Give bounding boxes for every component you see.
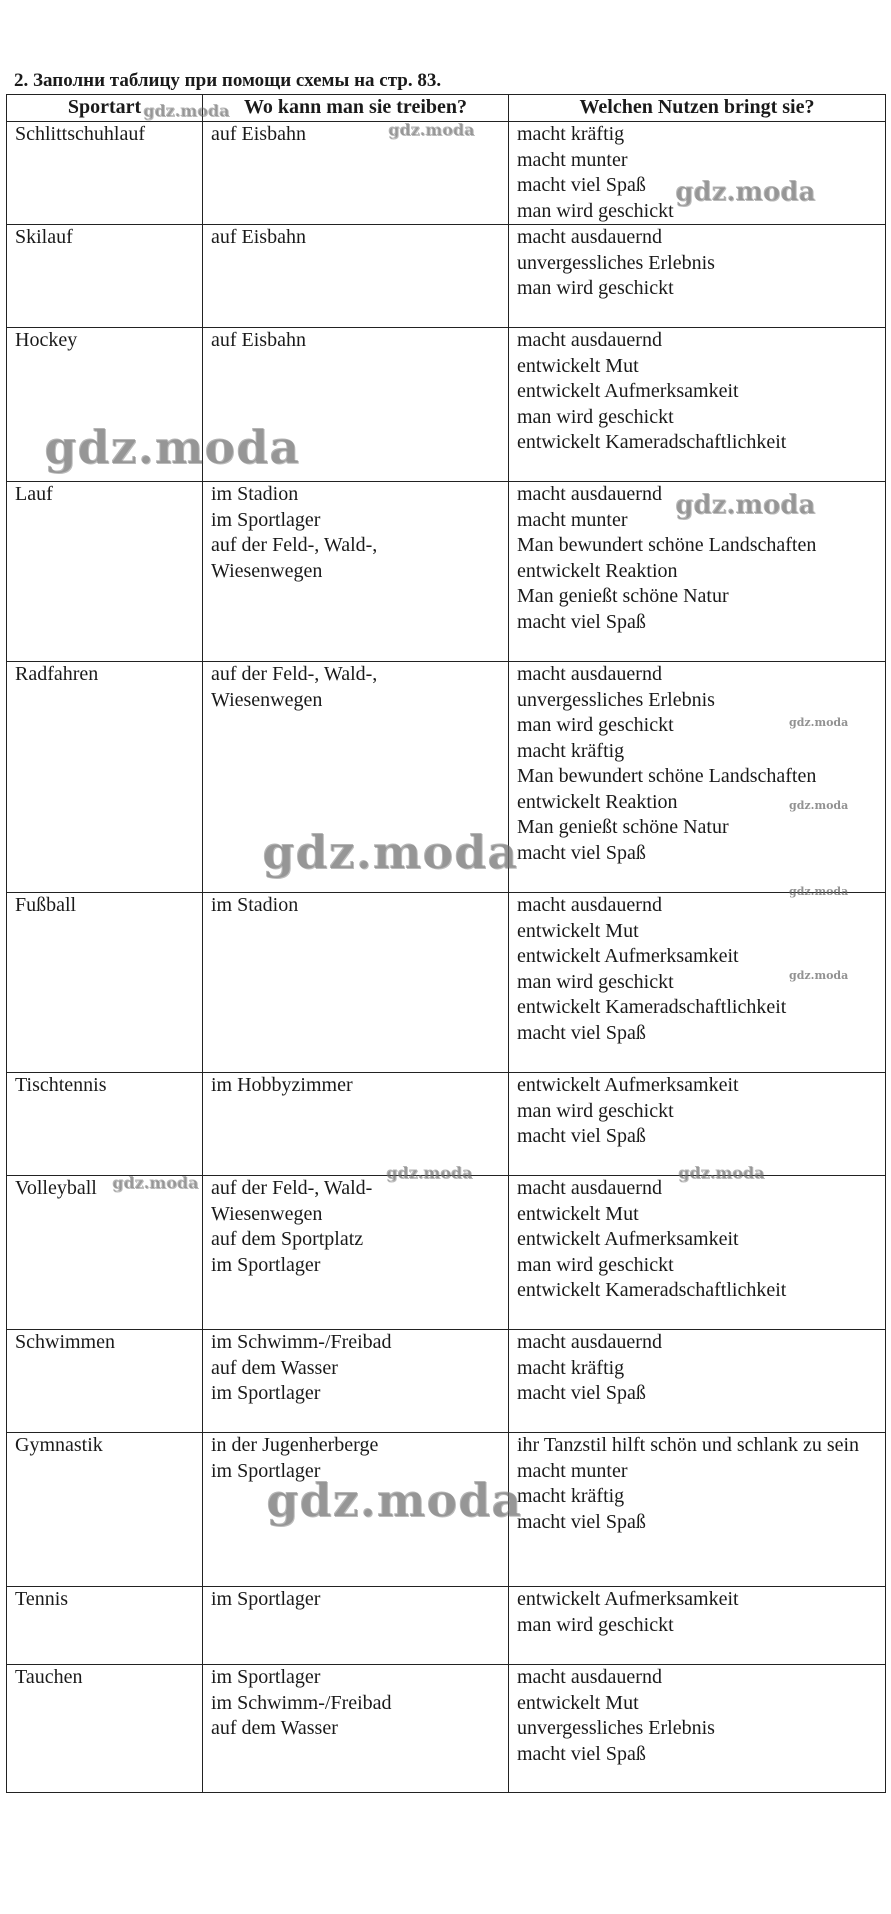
cell-benefit	[509, 328, 886, 482]
cell-benefit	[509, 662, 886, 893]
benefit-line: unvergessliches Erlebnis	[517, 688, 715, 711]
where-line: im Sportlager	[211, 1666, 321, 1688]
cell-benefit	[509, 1330, 886, 1433]
where-line: im Schwimm-/Freibad	[211, 1331, 392, 1353]
where-line: auf Eisbahn	[211, 123, 306, 145]
benefit-line: macht ausdauernd	[517, 663, 662, 685]
benefit-line: man wird geschickt	[517, 970, 674, 993]
table-header-row	[7, 95, 886, 122]
benefit-line: man wird geschickt	[517, 405, 674, 428]
table-row	[7, 482, 886, 662]
where-line: auf dem Wasser	[211, 1717, 338, 1739]
cell-sport: Tennis	[7, 1587, 203, 1665]
cell-where	[203, 1433, 509, 1587]
cell-sport: Schlittschuhlauf	[7, 122, 203, 225]
table-row	[7, 1073, 886, 1176]
benefit-line: entwickelt Aufmerksamkeit	[517, 380, 739, 402]
cell-benefit	[509, 1665, 886, 1793]
table-row	[7, 1433, 886, 1587]
where-line: auf dem Sportplatz	[211, 1228, 364, 1250]
cell-where	[203, 122, 509, 225]
benefit-line: macht ausdauernd	[517, 329, 662, 351]
benefit-line: entwickelt Aufmerksamkeit	[517, 1588, 739, 1610]
benefit-line: unvergessliches Erlebnis	[517, 1717, 715, 1739]
benefit-line: entwickelt Reaktion	[517, 790, 678, 813]
sports-table	[6, 94, 886, 1793]
benefit-line: macht viel Spaß	[517, 841, 646, 864]
watermark: gdz.moda	[789, 969, 849, 982]
benefit-line: macht viel Spaß	[517, 1510, 646, 1533]
cell-sport: Tauchen	[7, 1665, 203, 1793]
cell-sport: Tischtennis	[7, 1073, 203, 1176]
benefit-line: macht kräftig	[517, 1485, 625, 1507]
benefit-line: macht viel Spaß	[517, 1125, 646, 1147]
benefit-line: macht ausdauernd	[517, 1666, 662, 1688]
column-header-sport: Sportart	[7, 95, 203, 122]
cell-benefit	[509, 1073, 886, 1176]
where-line: im Sportlager	[211, 1588, 321, 1610]
cell-sport: Lauf	[7, 482, 203, 662]
watermark: gdz.moda	[675, 490, 816, 520]
benefit-line: man wird geschickt	[517, 1099, 674, 1122]
benefit-line: entwickelt Aufmerksamkeit	[517, 1074, 739, 1096]
table-row	[7, 1665, 886, 1793]
benefit-line: macht ausdauernd	[517, 1331, 662, 1353]
benefit-line: macht ausdauernd	[517, 226, 662, 248]
where-line: Wiesenwegen	[211, 1202, 323, 1225]
where-line: Wiesenwegen	[211, 688, 323, 711]
task-heading: 2. Заполни таблицу при помощи схемы на стр. 83.	[14, 70, 442, 91]
benefit-line: macht viel Spaß	[517, 1382, 646, 1404]
where-line: auf Eisbahn	[211, 329, 306, 351]
cell-benefit	[509, 225, 886, 328]
cell-where	[203, 1587, 509, 1665]
cell-sport: Radfahren	[7, 662, 203, 893]
benefit-line: entwickelt Mut	[517, 1691, 639, 1714]
benefit-line: entwickelt Mut	[517, 354, 639, 377]
benefit-line: unvergessliches Erlebnis	[517, 251, 715, 274]
table-row	[7, 328, 886, 482]
benefit-line: man wird geschickt	[517, 199, 674, 222]
benefit-line: man wird geschickt	[517, 277, 674, 299]
where-line: auf der Feld-, Wald-,	[211, 534, 378, 556]
benefit-line: Man bewundert schöne Landschaften	[517, 534, 817, 556]
table-row	[7, 1587, 886, 1665]
cell-where	[203, 482, 509, 662]
cell-where	[203, 893, 509, 1073]
where-line: im Sportlager	[211, 1459, 321, 1482]
benefit-line: macht kräftig	[517, 123, 625, 145]
where-line: im Sportlager	[211, 1253, 321, 1276]
cell-where	[203, 1176, 509, 1330]
watermark: gdz.moda	[388, 120, 475, 139]
benefit-line: entwickelt Mut	[517, 1202, 639, 1225]
where-line: im Sportlager	[211, 508, 321, 531]
table-row	[7, 225, 886, 328]
benefit-line: entwickelt Kameradschaftlichkeit	[517, 1279, 787, 1301]
table-row	[7, 1176, 886, 1330]
where-line: in der Jugenherberge	[211, 1434, 379, 1456]
where-line: auf der Feld-, Wald-,	[211, 663, 378, 685]
benefit-line: macht ausdauernd	[517, 1177, 662, 1199]
benefit-line: macht munter	[517, 148, 628, 171]
where-line: Wiesenwegen	[211, 559, 323, 582]
watermark: gdz.moda	[266, 1473, 522, 1527]
benefit-line: entwickelt Kameradschaftlichkeit	[517, 431, 787, 453]
benefit-line: macht kräftig	[517, 739, 625, 762]
cell-sport: Fußball	[7, 893, 203, 1073]
benefit-line: macht kräftig	[517, 1356, 625, 1379]
column-header-benefit: Welchen Nutzen bringt sie?	[509, 95, 886, 122]
benefit-line: macht viel Spaß	[517, 174, 646, 196]
watermark: gdz.moda	[386, 1163, 473, 1182]
where-line: auf dem Wasser	[211, 1356, 338, 1379]
cell-where	[203, 662, 509, 893]
table-body	[7, 122, 886, 1793]
cell-sport: Gymnastik	[7, 1433, 203, 1587]
where-line: im Stadion	[211, 483, 299, 505]
benefit-line: macht munter	[517, 508, 628, 531]
benefit-line: macht viel Spaß	[517, 1742, 646, 1765]
benefit-line: macht ausdauernd	[517, 894, 662, 916]
benefit-line: entwickelt Mut	[517, 919, 639, 942]
benefit-line: Man genießt schöne Natur	[517, 816, 729, 838]
table-row	[7, 122, 886, 225]
cell-benefit	[509, 1176, 886, 1330]
benefit-line: entwickelt Kameradschaftlichkeit	[517, 996, 787, 1018]
watermark: gdz.moda	[789, 716, 849, 729]
cell-where	[203, 1665, 509, 1793]
watermark: gdz.moda	[678, 1163, 765, 1182]
where-line: im Schwimm-/Freibad	[211, 1691, 392, 1714]
cell-sport: Schwimmen	[7, 1330, 203, 1433]
cell-benefit	[509, 1587, 886, 1665]
cell-sport: Hockey	[7, 328, 203, 482]
table-row	[7, 893, 886, 1073]
benefit-line: man wird geschickt	[517, 1253, 674, 1276]
cell-where	[203, 328, 509, 482]
where-line: auf Eisbahn	[211, 226, 306, 248]
benefit-line: macht ausdauernd	[517, 483, 662, 505]
benefit-line: Man bewundert schöne Landschaften	[517, 765, 817, 787]
benefit-line: entwickelt Reaktion	[517, 559, 678, 582]
watermark: gdz.moda	[675, 177, 816, 207]
column-header-where: Wo kann man sie treiben?	[203, 95, 509, 122]
cell-benefit	[509, 893, 886, 1073]
table-row	[7, 662, 886, 893]
watermark: gdz.moda	[262, 825, 518, 879]
cell-benefit	[509, 482, 886, 662]
where-line: auf der Feld-, Wald-	[211, 1177, 373, 1199]
cell-benefit	[509, 1433, 886, 1587]
cell-where	[203, 1073, 509, 1176]
benefit-line: entwickelt Aufmerksamkeit	[517, 1228, 739, 1250]
benefit-line: ihr Tanzstil hilft schön und schlank zu sein	[517, 1434, 860, 1456]
cell-sport: Volleyball	[7, 1176, 203, 1330]
where-line: im Sportlager	[211, 1382, 321, 1404]
benefit-line: man wird geschickt	[517, 714, 674, 736]
watermark: gdz.moda	[789, 799, 849, 812]
where-line: im Hobbyzimmer	[211, 1074, 353, 1096]
cell-benefit	[509, 122, 886, 225]
benefit-line: man wird geschickt	[517, 1613, 674, 1636]
benefit-line: macht viel Spaß	[517, 1021, 646, 1044]
cell-where	[203, 1330, 509, 1433]
benefit-line: Man genießt schöne Natur	[517, 585, 729, 607]
watermark: gdz.moda	[143, 101, 230, 120]
cell-sport: Skilauf	[7, 225, 203, 328]
benefit-line: macht munter	[517, 1459, 628, 1482]
cell-where	[203, 225, 509, 328]
table-row	[7, 1330, 886, 1433]
benefit-line: macht viel Spaß	[517, 610, 646, 633]
watermark: gdz.moda	[112, 1173, 199, 1192]
watermark: gdz.moda	[789, 885, 849, 898]
where-line: im Stadion	[211, 894, 299, 916]
benefit-line: entwickelt Aufmerksamkeit	[517, 945, 739, 967]
watermark: gdz.moda	[44, 420, 300, 474]
